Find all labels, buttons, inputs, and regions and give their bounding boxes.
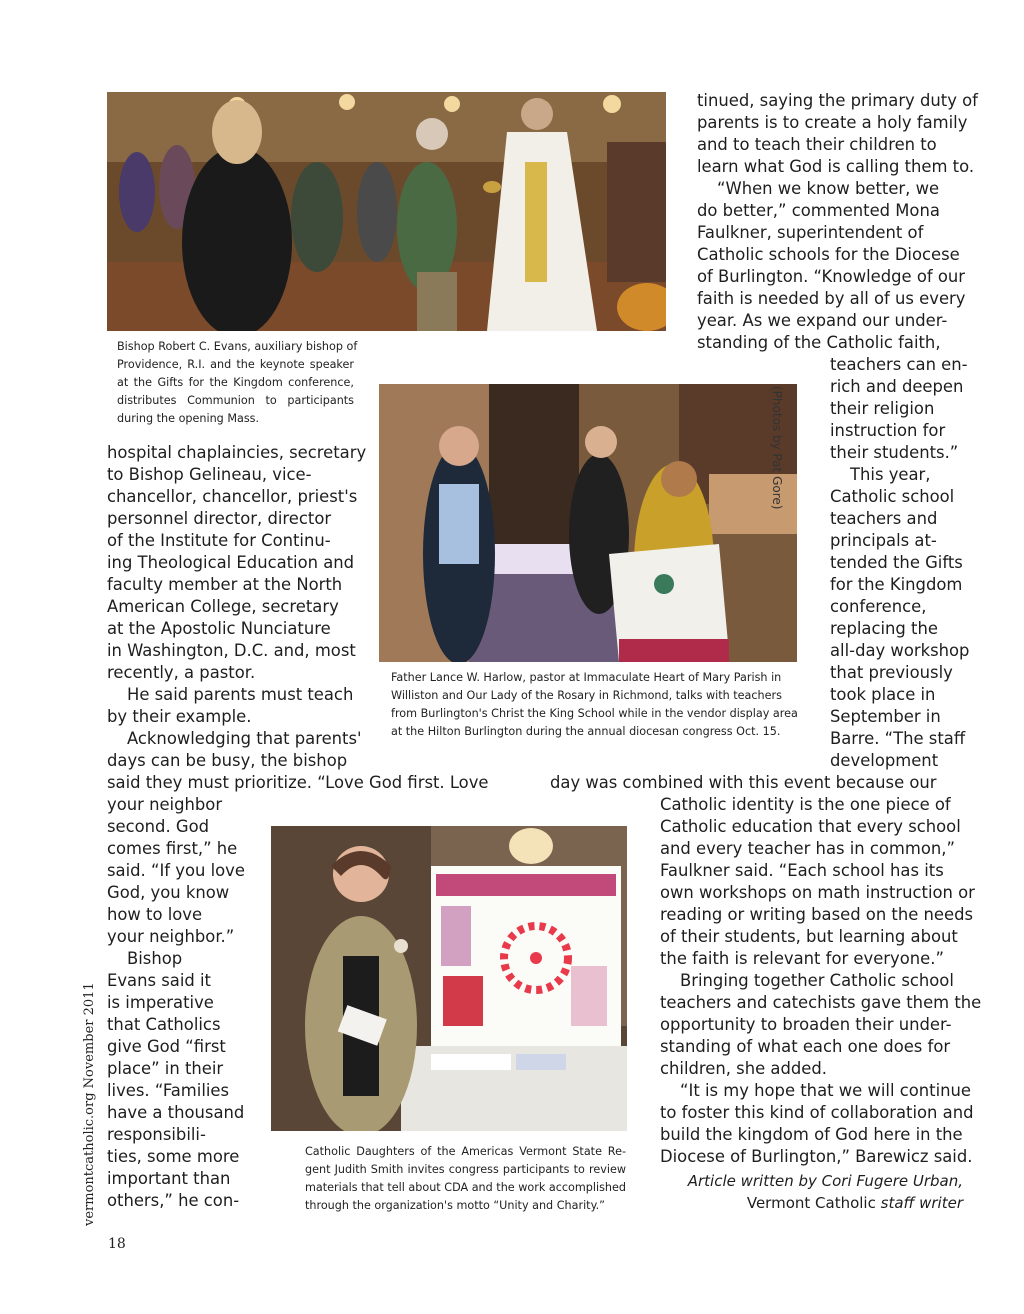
photo-vendor-area-image	[379, 384, 797, 662]
article-line: of Burlington. “Knowledge of our	[697, 267, 966, 286]
article-line: recently, a pastor.	[107, 663, 256, 682]
article-line: Bringing together Catholic school	[680, 971, 954, 990]
article-line: the faith is relevant for everyone.”	[660, 949, 944, 968]
caption-line: Providence, R.I. and the keynote speaker	[117, 358, 354, 371]
article-line: Diocese of Burlington,” Barewicz said.	[660, 1147, 973, 1166]
article-line: Acknowledging that parents'	[127, 729, 362, 748]
article-line: to foster this kind of collaboration and	[660, 1103, 974, 1122]
article-line: of the Institute for Continu-	[107, 531, 331, 550]
caption-line: Bishop Robert C. Evans, auxiliary bishop of	[117, 340, 358, 353]
article-line: instruction for	[830, 421, 946, 440]
caption-line: Father Lance W. Harlow, pastor at Immaculate Heart of Mary Parish in	[391, 671, 782, 684]
article-wide-line-right: day was combined with this event because our	[550, 773, 937, 792]
article-line: rich and deepen	[830, 377, 964, 396]
article-line: chancellor, chancellor, priest's	[107, 487, 358, 506]
article-line: days can be busy, the bishop	[107, 751, 348, 770]
article-line: principals at-	[830, 531, 937, 550]
photo-communion-image	[107, 92, 666, 331]
article-line: that previously	[830, 663, 953, 682]
article-line: have a thousand	[107, 1103, 245, 1122]
article-line: ties, some more	[107, 1147, 240, 1166]
article-line: to Bishop Gelineau, vice-	[107, 465, 312, 484]
photo-credit: (Photos by Pat Gore)	[770, 386, 784, 510]
article-line: teachers can en-	[830, 355, 968, 374]
caption-line: distributes Communion to participants	[117, 394, 354, 407]
article-line: by their example.	[107, 707, 252, 726]
caption-communion	[117, 338, 358, 428]
article-line: Catholic education that every school	[660, 817, 961, 836]
sidebar-publication-date: vermontcatholic.org November 2011	[82, 982, 97, 1226]
article-line: Catholic schools for the Diocese	[697, 245, 960, 264]
article-line: and to teach their children to	[697, 135, 937, 154]
article-line: of their students, but learning about	[660, 927, 958, 946]
article-line: conference,	[830, 597, 927, 616]
article-line: faith is needed by all of us every	[697, 289, 966, 308]
article-line: parents is to create a holy family	[697, 113, 968, 132]
article-byline: Article written by Cori Fugere Urban,	[687, 1172, 963, 1190]
article-line: personnel director, director	[107, 509, 332, 528]
article-line: learn what God is calling them to.	[697, 157, 975, 176]
article-line: development	[830, 751, 939, 770]
article-line: second. God	[107, 817, 210, 836]
photo-cda-display	[271, 826, 627, 1131]
photo-vendor-area	[379, 384, 797, 662]
caption-cda-display	[305, 1143, 626, 1215]
article-line: teachers and	[830, 509, 938, 528]
byline-role: staff writer	[880, 1194, 963, 1212]
article-line: faculty member at the North	[107, 575, 343, 594]
article-byline-role	[747, 1192, 963, 1214]
article-line: opportunity to broaden their under-	[660, 1015, 952, 1034]
article-line: responsibili-	[107, 1125, 206, 1144]
photo-cda-display-image	[271, 826, 627, 1131]
article-line: reading or writing based on the needs	[660, 905, 974, 924]
caption-line: at the Gifts for the Kingdom conference,	[117, 376, 354, 389]
article-line: comes first,” he	[107, 839, 238, 858]
article-line: all-day workshop	[830, 641, 970, 660]
article-line: replacing the	[830, 619, 938, 638]
page-number: 18	[108, 1236, 126, 1252]
caption-line: at the Hilton Burlington during the annual diocesan congress Oct. 15.	[391, 725, 781, 738]
article-line: do better,” commented Mona	[697, 201, 940, 220]
article-line: is imperative	[107, 993, 214, 1012]
article-line: build the kingdom of God here in the	[660, 1125, 963, 1144]
article-line: at the Apostolic Nunciature	[107, 619, 331, 638]
article-line: hospital chaplaincies, secretary	[107, 443, 367, 462]
caption-line: Catholic Daughters of the Americas Vermont State Re-	[305, 1145, 626, 1158]
article-line: for the Kingdom	[830, 575, 963, 594]
article-line: September in	[830, 707, 941, 726]
caption-line: through the organization's motto “Unity and Charity.”	[305, 1199, 605, 1212]
article-line: tended the Gifts	[830, 553, 963, 572]
photo-communion	[107, 92, 666, 331]
caption-line: gent Judith Smith invites congress participants to review	[305, 1163, 626, 1176]
article-line: standing of what each one does for	[660, 1037, 951, 1056]
article-line: give God “first	[107, 1037, 226, 1056]
article-line: tinued, saying the primary duty of	[697, 91, 978, 110]
article-line: Catholic school	[830, 487, 955, 506]
article-line: own workshops on math instruction or	[660, 883, 975, 902]
article-line: year. As we expand our under-	[697, 311, 948, 330]
article-line: place” in their	[107, 1059, 224, 1078]
article-line: Faulkner, superintendent of	[697, 223, 924, 242]
article-line: your neighbor.”	[107, 927, 235, 946]
article-line: Catholic identity is the one piece of	[660, 795, 951, 814]
article-line: He said parents must teach	[127, 685, 354, 704]
article-line: said. “If you love	[107, 861, 245, 880]
article-line: how to love	[107, 905, 203, 924]
article-line: their students.”	[830, 443, 959, 462]
article-line: lives. “Families	[107, 1081, 230, 1100]
article-line: their religion	[830, 399, 935, 418]
caption-line: from Burlington's Christ the King School while in the vendor display area	[391, 707, 798, 720]
caption-vendor-area	[391, 669, 798, 741]
article-line: others,” he con-	[107, 1191, 240, 1210]
article-line: that Catholics	[107, 1015, 221, 1034]
article-line: ing Theological Education and	[107, 553, 355, 572]
article-line: important than	[107, 1169, 231, 1188]
article-line: your neighbor	[107, 795, 223, 814]
article-line: Barre. “The staff	[830, 729, 966, 748]
article-line: Evans said it	[107, 971, 211, 990]
article-line: standing of the Catholic faith,	[697, 333, 941, 352]
caption-line: Williston and Our Lady of the Rosary in Richmond, talks with teachers	[391, 689, 782, 702]
article-line: Bishop	[127, 949, 183, 968]
caption-line: during the opening Mass.	[117, 412, 260, 425]
article-wide-line-left: said they must prioritize. “Love God first. Love	[107, 773, 489, 792]
article-line: American College, secretary	[107, 597, 339, 616]
article-line: children, she added.	[660, 1059, 827, 1078]
byline-publication: Vermont Catholic	[746, 1194, 881, 1212]
article-line: and every teacher has in common,”	[660, 839, 955, 858]
article-line: took place in	[830, 685, 936, 704]
article-line: This year,	[850, 465, 931, 484]
article-line: teachers and catechists gave them the	[660, 993, 982, 1012]
article-line: in Washington, D.C. and, most	[107, 641, 356, 660]
article-line: Faulkner said. “Each school has its	[660, 861, 944, 880]
article-line: “It is my hope that we will continue	[680, 1081, 971, 1100]
article-line: “When we know better, we	[717, 179, 940, 198]
caption-line: materials that tell about CDA and the work accomplished	[305, 1181, 626, 1194]
article-line: God, you know	[107, 883, 230, 902]
